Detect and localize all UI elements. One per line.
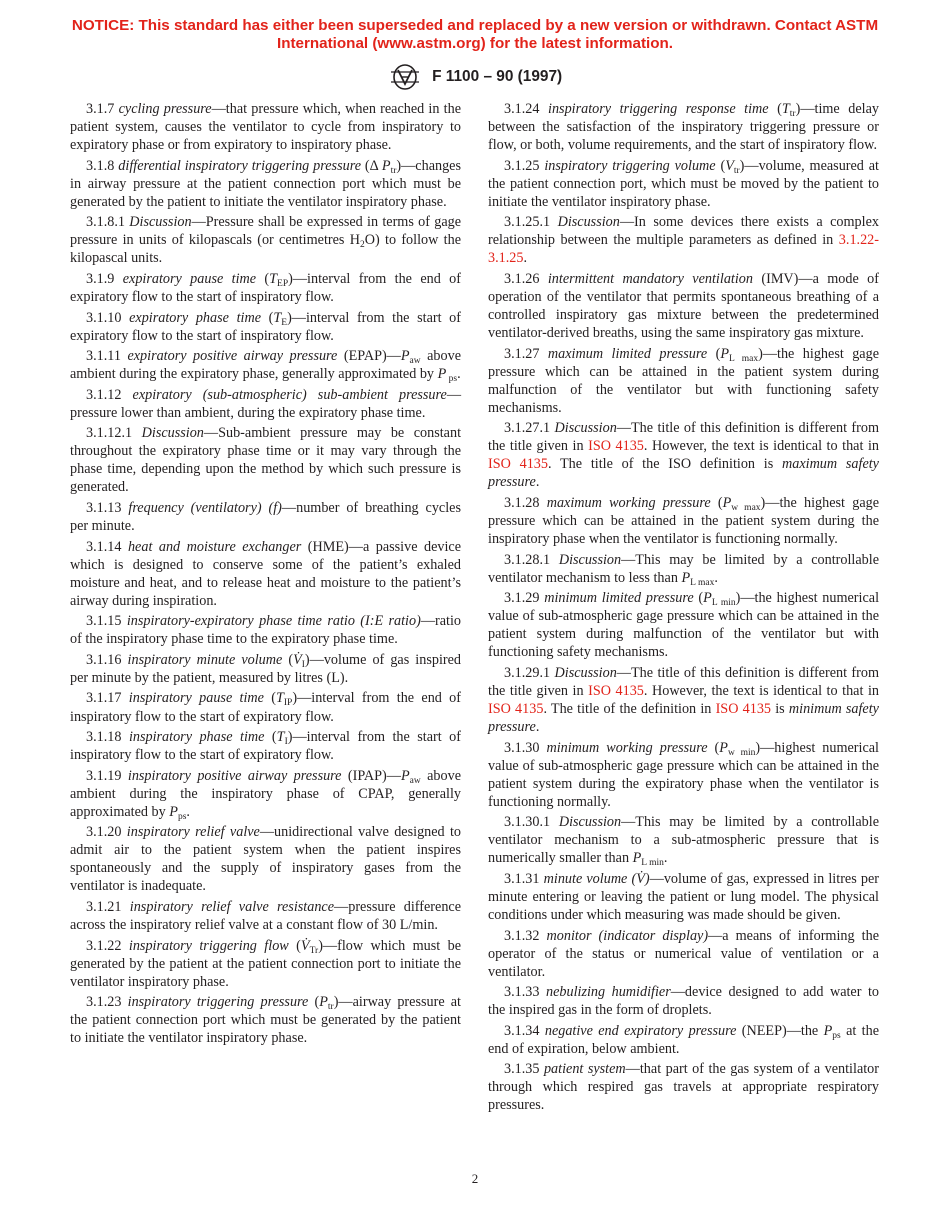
italic-text: P (823, 1022, 833, 1039)
reference-link[interactable]: ISO 4135 (715, 701, 772, 717)
text-run: —a means of informing the operator of the status or numerical value of ventilation or a ventilator. (488, 927, 879, 980)
italic-text: inspiratory triggering volume (544, 157, 716, 174)
text-run: 3.1.12 (86, 386, 133, 403)
subscript: E (281, 317, 288, 328)
text-run: . The title of the definition in (543, 701, 716, 717)
text-run: 3.1.11 (86, 348, 128, 365)
text-run: )—volume of gas inspired per minute by the patient, measured by litres (L). (70, 651, 461, 686)
text-run: at the end of expiration, below ambient. (488, 1022, 880, 1057)
text-run: ( (256, 270, 270, 287)
text-run: ( (308, 994, 320, 1011)
text-run: (Δ (361, 157, 382, 174)
italic-text: inspiratory triggering response time (548, 101, 769, 117)
definition-paragraph (70, 347, 461, 383)
italic-text: P (437, 366, 447, 383)
page-number: 2 (471, 1171, 479, 1186)
italic-text: Discussion (141, 425, 204, 442)
subscript: ps (832, 1030, 841, 1041)
reference-link[interactable]: ISO 4135 (588, 682, 644, 699)
text-run: —number of breathing cycles per minute. (70, 499, 461, 535)
subscript: w max (731, 502, 761, 513)
text-run: . (186, 803, 190, 820)
italic-text: maximum safety pressure (488, 456, 879, 491)
reference-link[interactable]: ISO 4135 (488, 456, 548, 473)
definition-paragraph (488, 813, 879, 867)
subscript: L max (729, 353, 759, 364)
definition-paragraph (488, 270, 879, 342)
italic-text: negative end expiratory pressure (544, 1022, 737, 1039)
text-run: —volume of gas, expressed in litres per minute entering or leaving the patient or lung model. The physical conditions under which measuring was made should be given. (488, 870, 879, 924)
italic-text: T (781, 101, 790, 117)
italic-text: inspiratory relief valve (126, 824, 260, 841)
definition-paragraph (488, 551, 879, 587)
text-run: 3.1.35 (504, 1061, 544, 1078)
text-run: )—volume, measured at the patient connection port, which must be moved by the patient to initiate the ventilator inspiratory phase. (488, 157, 879, 210)
text-run: (IMV)—a mode of operation of the ventilator that permits spontaneous breathing of a controlled inspiratory gas mixture between the predetermined ventilator-derived breaths, using the same inspiratory gas mixture. (488, 270, 879, 342)
definition-paragraph (70, 213, 461, 267)
text-run: 3.1.21 (86, 898, 130, 915)
italic-text: Discussion (558, 814, 622, 831)
text-run: )—time delay between the satisfaction of the inspiratory triggering pressure or flow, or both, volume requirements, and the start of inspiratory flow. (488, 101, 879, 154)
text-run: )—airway pressure at the patient connection port which must be generated by the patient to initiate the ventilator inspiratory phase. (70, 994, 461, 1047)
text-run: 3.1.17 (86, 690, 129, 707)
italic-text: maximum working pressure (546, 494, 711, 511)
definition-paragraph (488, 739, 879, 811)
subscript: L min (641, 858, 664, 869)
text-run: 3.1.32 (504, 927, 547, 944)
text-run: 3.1.30 (504, 739, 547, 756)
italic-text: inspiratory-expiratory phase time ratio (I:E ratio) (126, 613, 421, 630)
text-run: —pressure difference across the inspiratory relief valve at a constant flow of 30 L/min. (70, 898, 462, 934)
text-run: . (663, 850, 668, 867)
italic-text: V̇ (300, 937, 310, 954)
notice-banner: NOTICE: This standard has either been superseded and replaced by a new version or withdrawn. Contact ASTM International (www.astm.org) for the latest information. (71, 17, 879, 52)
text-run: ( (707, 739, 720, 756)
text-run: 3.1.23 (86, 994, 128, 1011)
definition-paragraph (70, 612, 461, 648)
standard-designation: F 1100 – 90 (1997) (432, 68, 563, 85)
italic-text: P (381, 157, 391, 174)
definition-paragraph (488, 870, 879, 924)
definition-paragraph (70, 270, 461, 306)
italic-text: inspiratory triggering pressure (127, 994, 309, 1011)
subscript: tr (390, 165, 397, 176)
text-run: above ambient during the expiratory phase, generally approximated by (70, 348, 461, 383)
text-run: ( (282, 651, 294, 668)
italic-text: patient system (543, 1061, 626, 1078)
text-run: (EPAP)— (337, 348, 401, 365)
text-run: . (457, 366, 461, 383)
italic-text: maximum limited pressure (547, 345, 708, 362)
right-column (488, 100, 879, 1117)
text-run: 3.1.31 (504, 870, 544, 887)
definition-paragraph (70, 728, 461, 764)
text-run: 3.1.8.1 (86, 214, 130, 231)
text-run: —pressure lower than ambient, during the expiratory phase time. (70, 386, 462, 421)
subscript: ps (177, 811, 187, 822)
definition-paragraph (70, 386, 461, 422)
definition-paragraph (70, 767, 461, 821)
text-run: 3.1.15 (86, 613, 127, 630)
text-run: 3.1.29 (504, 590, 545, 607)
text-run: . (523, 250, 528, 267)
text-run: 3.1.26 (504, 270, 548, 287)
text-run: —This may be limited by a controllable ventilator mechanism to less than (488, 551, 880, 586)
text-run: 3.1.19 (86, 767, 128, 784)
text-run: 3.1.27.1 (504, 420, 555, 437)
italic-text: minimum limited pressure (544, 590, 694, 607)
subscript: aw (409, 356, 421, 367)
text-run: )—the highest gage pressure which can be attained in the patient system during the inspiratory phase when the ventilator is functioning normally. (488, 494, 880, 548)
text-run: 3.1.8 (86, 157, 119, 174)
definition-paragraph (70, 898, 461, 934)
text-run: 3.1.33 (504, 984, 546, 1001)
italic-text: P (632, 850, 642, 867)
text-run: )—changes in airway pressure at the patient connection port which must be generated by the patient to initiate the ventilator inspiratory phase. (70, 157, 461, 210)
italic-text: P (400, 348, 410, 365)
italic-text: T (276, 690, 284, 707)
text-run: ( (768, 101, 782, 117)
text-run: . (714, 569, 718, 586)
definition-paragraph (70, 689, 461, 725)
italic-text: expiratory pause time (122, 270, 257, 287)
italic-text: monitor (indicator display) (546, 927, 709, 944)
text-run: (IPAP)— (341, 767, 401, 784)
text-run: 3.1.13 (86, 499, 129, 516)
text-run: —The title of this definition is different from the title given in (488, 664, 879, 699)
text-run: )—flow which must be generated by the patient at the patient connection port to initiate the ventilator inspiratory phase. (70, 937, 462, 990)
definition-paragraph (70, 100, 461, 154)
text-run: ( (263, 690, 276, 707)
text-run: 3.1.9 (86, 270, 123, 287)
italic-text: expiratory (sub-atmospheric) sub-ambient pressure (132, 386, 447, 403)
text-run: ( (715, 157, 726, 174)
definition-paragraph (70, 424, 461, 496)
text-run: )—the highest numerical value of sub-atmospheric gage pressure which can be attained in the patient system during malfunction of the ventilator but with functioning safety mechanisms. (488, 590, 880, 661)
text-run: ( (264, 729, 277, 746)
text-run: 3.1.25 (504, 157, 545, 174)
italic-text: P (319, 994, 328, 1011)
definition-paragraph (70, 937, 461, 991)
italic-text: inspiratory relief valve resistance (129, 898, 335, 915)
text-run: )—interval from the start of inspiratory flow to the start of expiratory flow. (70, 729, 462, 764)
italic-text: V̇ (293, 651, 302, 668)
text-run: —The title of this definition is different from the title given in (488, 420, 879, 455)
italic-text: expiratory positive airway pressure (127, 348, 338, 365)
definition-paragraph (70, 993, 461, 1047)
text-run: —unidirectional valve designed to admit air to the patient system when the patient inspires spontaneously and the supply of inspiratory gases from the ventilator is inadequate. (70, 824, 462, 895)
italic-text: P (169, 803, 178, 820)
italic-text: expiratory phase time (129, 309, 261, 326)
subscript: tr (733, 165, 740, 176)
italic-text: T (273, 309, 282, 326)
text-run: ( (710, 494, 723, 511)
text-run: 3.1.7 (86, 101, 119, 117)
subscript: L max (690, 577, 715, 588)
subscript: tr (327, 1002, 334, 1013)
italic-text: Discussion (554, 420, 617, 437)
italic-text: Discussion (129, 214, 192, 231)
italic-text: T (276, 729, 285, 746)
text-run: ( (261, 309, 274, 326)
definition-paragraph (488, 100, 879, 154)
italic-text: P (703, 590, 712, 607)
italic-text: cycling pressure (118, 101, 212, 117)
italic-text: Discussion (557, 214, 620, 231)
italic-text: minimum safety pressure (488, 701, 879, 736)
italic-text: nebulizing humidifier (545, 984, 671, 1001)
italic-text: frequency (ventilatory) (f) (128, 499, 282, 516)
italic-text: P (400, 767, 410, 784)
text-run: 3.1.30.1 (504, 814, 559, 831)
text-run: —that pressure which, when reached in the patient system, causes the ventilator to cycle from inspiratory to expiratory phase or from expiratory to inspiratory phase. (70, 101, 462, 154)
italic-text: intermittent mandatory ventilation (547, 270, 753, 287)
text-run: —ratio of the inspiratory phase time to the expiratory phase time. (70, 613, 461, 648)
text-run: 3.1.34 (504, 1022, 545, 1039)
text-run: )—the highest gage pressure which can be attained in the patient system during malfunction of the ventilator but with functioning safety mechanisms. (488, 345, 879, 416)
definition-paragraph (488, 589, 879, 661)
text-run: 3.1.29.1 (504, 664, 555, 681)
subscript: EP (277, 278, 289, 289)
italic-text: inspiratory phase time (128, 729, 265, 746)
text-run: )—interval from the end of inspiratory flow to the start of expiratory flow. (70, 690, 461, 725)
text-run: 3.1.22 (86, 937, 129, 954)
italic-text: V (725, 157, 734, 174)
definition-paragraph (488, 1022, 879, 1058)
subscript: I (301, 659, 305, 670)
text-run: )—highest numerical value of sub-atmospheric gage pressure which can be attained in the patient system during the expiratory phase when the ventilator is functioning normally. (488, 739, 879, 810)
reference-link[interactable]: 3.1.22-3.1.25 (488, 232, 879, 267)
text-run: —device designed to add water to the inspired gas in the form of droplets. (488, 984, 880, 1019)
text-run: —that part of the gas system of a ventilator through which respired gas travels at appropriate respiratory pressures. (488, 1061, 879, 1114)
astm-logo-icon (388, 64, 422, 90)
text-run: 3.1.10 (86, 309, 130, 326)
left-column (70, 100, 461, 1050)
subscript: ps (446, 374, 458, 385)
reference-link[interactable]: ISO 4135 (488, 701, 544, 717)
text-run: 3.1.20 (86, 824, 127, 841)
text-run: 3.1.28.1 (504, 551, 559, 568)
text-run: 3.1.24 (504, 101, 549, 117)
text-run: 3.1.27 (504, 345, 548, 362)
definition-paragraph (70, 538, 461, 610)
definition-paragraph (488, 1060, 879, 1114)
italic-text: minimum working pressure (546, 739, 708, 756)
text-run: . However, the text is identical to that in (643, 682, 879, 699)
subscript: tr (789, 109, 796, 119)
text-run: —Pressure shall be expressed in terms of gage pressure in units of kilopascals (or centimetres H (70, 214, 462, 249)
italic-text: P (720, 345, 730, 362)
italic-text: inspiratory triggering flow (128, 937, 289, 954)
italic-text: T (269, 270, 278, 287)
definition-paragraph (488, 494, 879, 548)
italic-text: differential inspiratory triggering pressure (118, 157, 361, 174)
definition-paragraph (70, 309, 461, 345)
subscript: IP (283, 698, 293, 709)
text-run: O) to follow the kilopascal units. (70, 232, 461, 267)
text-run: —In some devices there exists a complex relationship between the multiple parameters as defined in (488, 214, 879, 249)
definition-paragraph (488, 157, 879, 211)
subscript: I (284, 737, 288, 748)
definition-paragraph (488, 664, 879, 736)
text-run: 3.1.25.1 (504, 214, 558, 231)
text-run: above ambient during the inspiratory phase of CPAP, generally approximated by (70, 767, 461, 820)
text-run: (HME)—a passive device which is designed to conserve some of the patient’s exhaled moisture and heat, and to release heat and moisture to the patient’s airway during inspiration. (70, 538, 462, 609)
text-run: —This may be limited by a controllable ventilator mechanism to a sub-atmospheric pressure that is numerically smaller than (488, 814, 880, 867)
subscript: 2 (359, 240, 365, 251)
text-run: is (771, 701, 789, 717)
subscript: w min (727, 747, 756, 758)
text-run: . (535, 719, 540, 736)
document-header (0, 64, 950, 90)
subscript: aw (409, 775, 421, 786)
text-run: 3.1.18 (86, 729, 129, 746)
reference-link[interactable]: ISO 4135 (588, 438, 644, 455)
definition-paragraph (488, 213, 879, 267)
italic-text: P (681, 569, 691, 586)
italic-text: inspiratory pause time (128, 690, 264, 707)
subscript: L min (711, 598, 736, 609)
text-run: 3.1.16 (86, 651, 128, 668)
text-run: ( (288, 937, 301, 954)
italic-text: heat and moisture exchanger (127, 538, 302, 555)
italic-text: inspiratory minute volume (127, 651, 283, 668)
italic-text: inspiratory positive airway pressure (127, 767, 342, 784)
definition-paragraph (70, 157, 461, 211)
definition-paragraph (488, 419, 879, 491)
text-run: —Sub-ambient pressure may be constant throughout the expiratory phase time or it may vary through the phase time, depending upon the method by which such pressure is generated. (70, 425, 462, 496)
definition-paragraph (70, 651, 461, 687)
definition-paragraph (70, 823, 461, 895)
text-run: ( (693, 590, 704, 607)
definition-paragraph (488, 345, 879, 417)
subscript: Tr (309, 945, 319, 956)
definition-paragraph (70, 499, 461, 535)
definition-paragraph (488, 983, 879, 1019)
text-run: )—interval from the end of expiratory flow to the start of inspiratory flow. (70, 270, 461, 305)
definition-paragraph (488, 927, 879, 981)
text-run: . (535, 474, 540, 491)
italic-text: minute volume (V̇) (543, 870, 650, 887)
italic-text: P (719, 739, 728, 756)
text-run: 3.1.12.1 (86, 425, 142, 442)
text-run: . However, the text is identical to that in (643, 438, 879, 455)
italic-text: Discussion (554, 664, 617, 681)
text-run: (NEEP)—the (736, 1022, 824, 1039)
text-run: 3.1.14 (86, 538, 128, 555)
italic-text: Discussion (558, 551, 622, 568)
text-run: 3.1.28 (504, 494, 547, 511)
text-run: . The title of the ISO definition is (547, 456, 782, 473)
text-run: )—interval from the start of expiratory flow to the start of inspiratory flow. (70, 309, 461, 344)
italic-text: P (722, 494, 732, 511)
text-run: ( (707, 345, 721, 362)
